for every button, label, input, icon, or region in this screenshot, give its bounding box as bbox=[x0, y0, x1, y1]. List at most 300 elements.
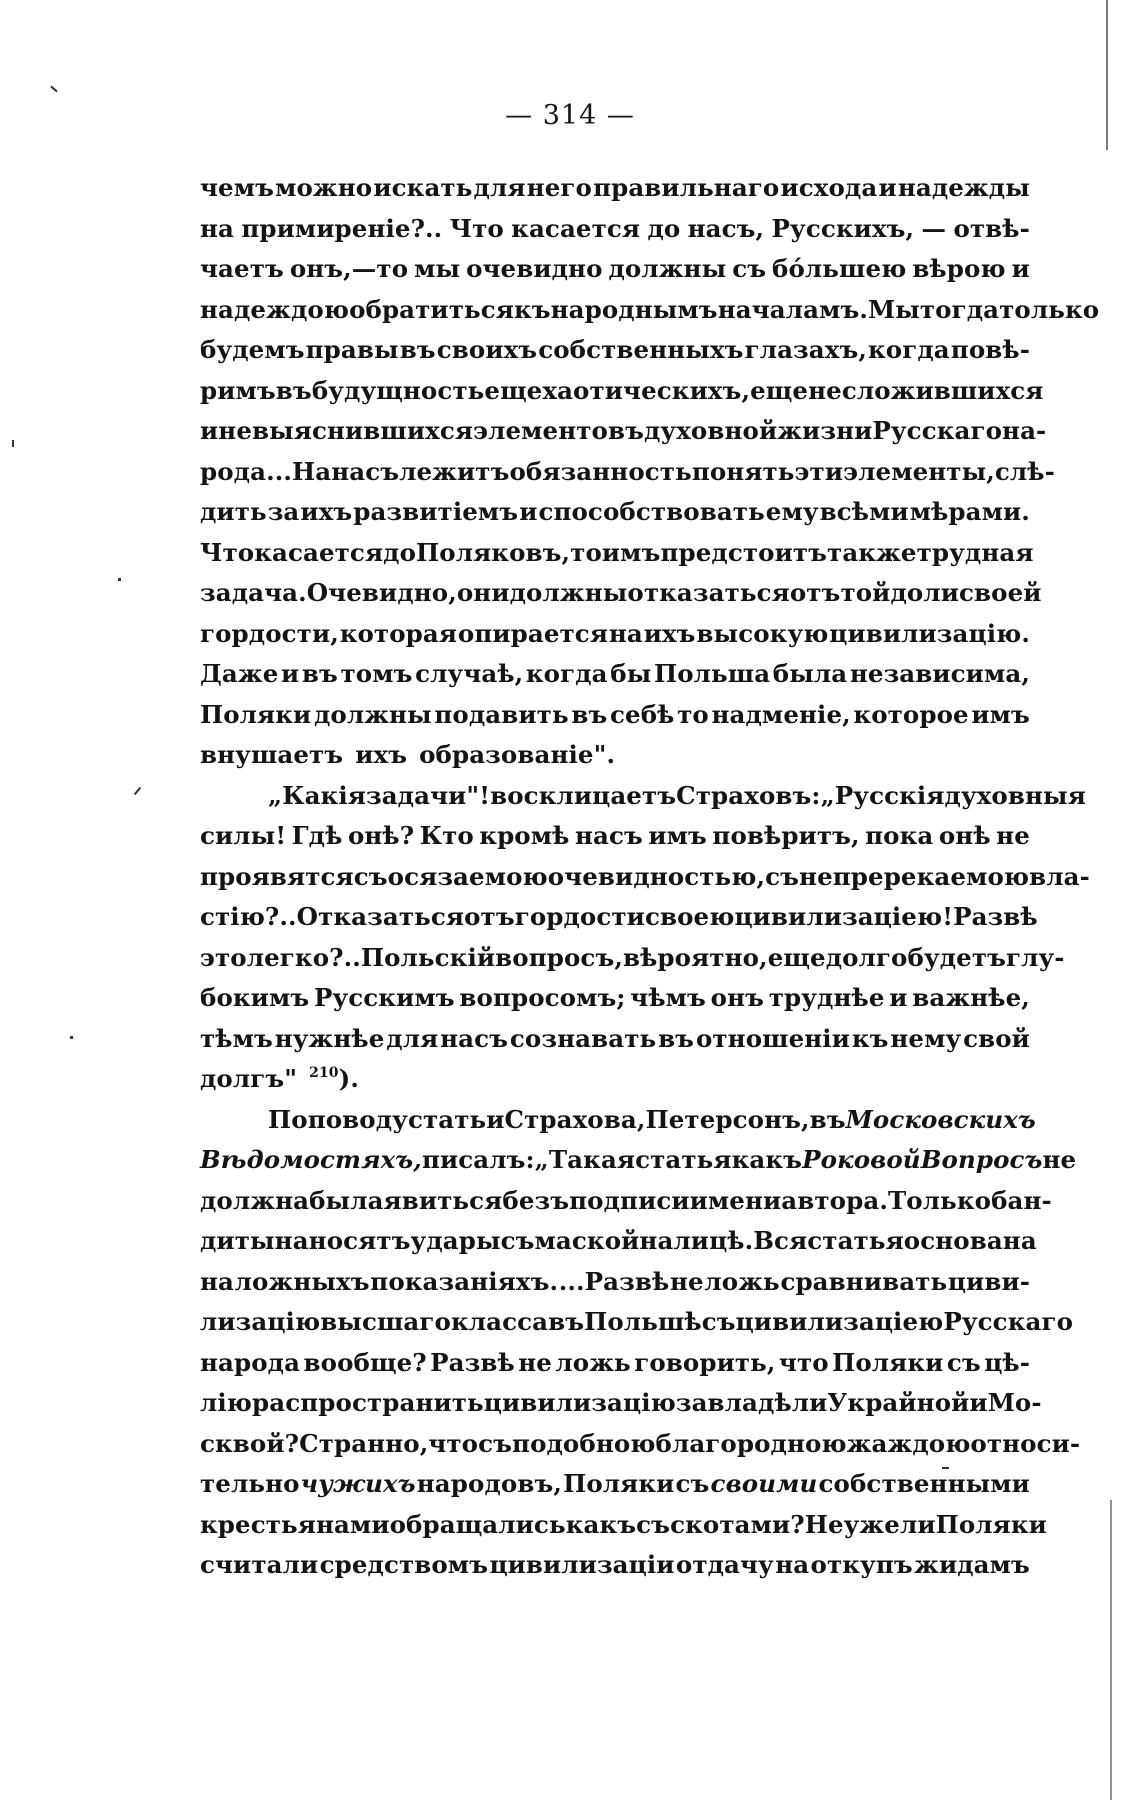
word: Только bbox=[887, 1185, 992, 1215]
word: класса bbox=[450, 1307, 549, 1336]
text-line bbox=[200, 209, 1030, 250]
footnote-ref bbox=[309, 1059, 359, 1100]
word: вѣрою bbox=[912, 254, 1006, 283]
word: народнымъ bbox=[550, 294, 718, 324]
text-line bbox=[200, 1343, 1030, 1384]
word: мы bbox=[414, 254, 461, 283]
word: съ bbox=[478, 1428, 513, 1458]
word: обращались bbox=[389, 1509, 566, 1539]
footnote-number: 210 bbox=[309, 1065, 339, 1081]
word: до bbox=[647, 213, 681, 243]
text-line bbox=[200, 168, 1030, 209]
word: Очевидно, bbox=[306, 578, 457, 607]
word: была bbox=[309, 1185, 384, 1215]
word: невыяснившихся bbox=[218, 416, 474, 445]
word: вѣроятно, bbox=[622, 942, 768, 972]
word: съ bbox=[353, 861, 388, 891]
word: статьи bbox=[407, 1104, 505, 1134]
word: примиреніе?.. bbox=[241, 213, 443, 243]
word: понять bbox=[691, 456, 795, 486]
word: Неужели bbox=[804, 1509, 936, 1539]
word: надменіе, bbox=[711, 699, 851, 729]
word: когда bbox=[525, 659, 608, 688]
word: только bbox=[999, 294, 1100, 324]
word: той bbox=[840, 578, 891, 607]
word: что bbox=[778, 1347, 829, 1377]
word: Развѣ bbox=[430, 1347, 515, 1377]
word: всѣми bbox=[819, 497, 909, 526]
text-line bbox=[200, 573, 1042, 614]
word: отказаться bbox=[627, 578, 790, 607]
word: своей bbox=[958, 578, 1042, 607]
word: высшаго bbox=[320, 1307, 451, 1336]
word: своею bbox=[644, 902, 735, 931]
text-line bbox=[200, 290, 1100, 331]
word: къ bbox=[513, 294, 551, 324]
word: Поляки bbox=[563, 1469, 675, 1498]
text-line bbox=[200, 938, 1065, 979]
word: явиться bbox=[383, 1185, 503, 1215]
word: на bbox=[200, 213, 235, 243]
word: обязанность bbox=[509, 456, 692, 486]
word: онѣ bbox=[938, 821, 991, 850]
word: Польша bbox=[653, 659, 771, 688]
word: Петерсонъ, bbox=[645, 1104, 810, 1134]
word: къ bbox=[851, 1023, 889, 1053]
word: цивилизацію. bbox=[829, 618, 1030, 648]
word: отъ bbox=[789, 578, 841, 607]
word: Украйной bbox=[827, 1388, 970, 1417]
word: на bbox=[200, 1266, 235, 1296]
word: собственными bbox=[818, 1469, 1030, 1498]
word: отвѣ- bbox=[953, 213, 1030, 243]
word: автора. bbox=[781, 1185, 888, 1215]
word: глу- bbox=[1006, 942, 1065, 972]
word: не bbox=[670, 1266, 704, 1296]
word: жизни bbox=[777, 416, 873, 445]
word: не bbox=[518, 1347, 552, 1377]
word: также bbox=[827, 537, 917, 567]
word: народа bbox=[200, 1347, 301, 1377]
word: въ bbox=[399, 335, 436, 364]
word: себѣ bbox=[610, 699, 675, 729]
word: въ bbox=[809, 1104, 846, 1134]
word: собственныхъ bbox=[538, 335, 744, 364]
word: На bbox=[291, 456, 332, 486]
word: надеждою bbox=[200, 294, 350, 324]
word: которое bbox=[853, 699, 969, 729]
word: съ bbox=[701, 1307, 736, 1336]
word: очевидностью, bbox=[547, 861, 766, 891]
word: должна bbox=[200, 1185, 310, 1215]
word: бокимъ bbox=[200, 983, 310, 1012]
word: была bbox=[772, 659, 848, 688]
word: Что bbox=[449, 213, 504, 243]
word: показаніяхъ. bbox=[370, 1266, 559, 1296]
word: то bbox=[677, 699, 709, 729]
word: независима, bbox=[849, 659, 1030, 688]
word: Гдѣ bbox=[291, 821, 343, 850]
word: насъ, bbox=[687, 213, 765, 243]
text-line bbox=[200, 492, 1030, 533]
word: свой bbox=[963, 1023, 1030, 1053]
word: съ bbox=[765, 861, 800, 891]
word: вообще? bbox=[303, 1347, 427, 1377]
word: духовной bbox=[643, 416, 778, 445]
word: поводу bbox=[307, 1104, 408, 1134]
word: Вся bbox=[753, 1226, 808, 1255]
word: тѣмъ bbox=[200, 1023, 273, 1053]
word: какъ bbox=[731, 1145, 803, 1174]
scan-edge-line bbox=[1106, 0, 1108, 150]
word: По bbox=[268, 1104, 308, 1134]
text-line bbox=[200, 1424, 1081, 1465]
text-line bbox=[200, 533, 1034, 574]
word: Поляки bbox=[935, 1509, 1047, 1539]
word: Отказаться bbox=[296, 902, 465, 931]
word: образованіе". bbox=[419, 740, 616, 769]
word: — bbox=[921, 213, 947, 243]
word: подобною bbox=[512, 1428, 656, 1458]
word: говорить, bbox=[634, 1347, 776, 1377]
word: касается bbox=[254, 537, 384, 567]
word: жаждою bbox=[846, 1428, 971, 1458]
word: считали bbox=[200, 1550, 319, 1579]
word: кромѣ bbox=[479, 821, 570, 850]
word: чемъ bbox=[200, 173, 274, 202]
word: на bbox=[608, 618, 643, 648]
word: хаотическихъ, bbox=[542, 375, 751, 405]
word: бы bbox=[610, 659, 652, 688]
word: Мы bbox=[867, 294, 920, 324]
word: отъ bbox=[464, 902, 515, 931]
word: Кто bbox=[419, 821, 474, 850]
text-line bbox=[200, 897, 1038, 938]
word: какъ bbox=[565, 1509, 637, 1539]
word: подписи bbox=[569, 1185, 690, 1215]
scan-speck bbox=[12, 440, 14, 447]
word: ложь bbox=[704, 1266, 780, 1296]
word: стію?.. bbox=[200, 902, 297, 931]
word: съ bbox=[946, 1347, 981, 1377]
word: задачи"! bbox=[365, 780, 491, 810]
word: духовныя bbox=[944, 780, 1086, 810]
word: въ bbox=[301, 659, 338, 688]
word: Русскаго bbox=[943, 1307, 1074, 1336]
text-line bbox=[200, 1262, 1030, 1303]
word: онѣ? bbox=[347, 821, 415, 850]
word: писалъ: bbox=[421, 1145, 535, 1174]
word: цивилизаціею bbox=[735, 1307, 944, 1336]
word: искать bbox=[373, 173, 473, 202]
word: въ bbox=[548, 1307, 585, 1336]
word: сравнивать bbox=[780, 1266, 948, 1296]
word: основана bbox=[903, 1226, 1037, 1255]
word: „Такая bbox=[534, 1145, 636, 1174]
word: которая bbox=[339, 618, 458, 648]
word: рода... bbox=[200, 456, 292, 486]
word: на- bbox=[1002, 416, 1047, 445]
word: когда bbox=[868, 335, 950, 364]
text-line bbox=[200, 1100, 1036, 1141]
word: и bbox=[878, 173, 897, 202]
text-line bbox=[200, 614, 1030, 655]
word: очевидно bbox=[466, 254, 603, 283]
word: своихъ bbox=[436, 335, 538, 364]
text-line bbox=[200, 1181, 1052, 1222]
word: непререкаемою bbox=[799, 861, 1030, 891]
word: Страховъ: bbox=[676, 780, 821, 810]
text-line bbox=[200, 857, 1090, 898]
word: онъ,—то bbox=[289, 254, 409, 283]
word: можно bbox=[275, 173, 373, 202]
word: Мо- bbox=[987, 1388, 1042, 1417]
text-line bbox=[200, 1302, 1074, 1343]
word: глазахъ, bbox=[744, 335, 867, 364]
word: до bbox=[383, 537, 417, 567]
word: благородною bbox=[655, 1428, 847, 1458]
word: вла- bbox=[1029, 861, 1090, 891]
word: статья bbox=[807, 1226, 904, 1255]
word: легко?.. bbox=[246, 942, 361, 972]
word: Польшѣ bbox=[584, 1307, 702, 1336]
word: него bbox=[526, 173, 592, 202]
word: силы! bbox=[200, 821, 287, 850]
word: лизацію bbox=[200, 1307, 321, 1336]
word: въ bbox=[571, 699, 608, 729]
word: лежитъ bbox=[399, 456, 510, 486]
word: Поляки bbox=[200, 699, 312, 729]
word: ихъ bbox=[643, 618, 696, 648]
word: то bbox=[570, 537, 602, 567]
word: Польскій bbox=[360, 942, 496, 972]
word: случаѣ, bbox=[415, 659, 524, 688]
word: средствомъ bbox=[319, 1550, 489, 1579]
text-line bbox=[200, 452, 1055, 493]
word: высокую bbox=[696, 618, 829, 648]
word: обратиться bbox=[349, 294, 514, 324]
word: имъ bbox=[971, 699, 1030, 729]
word: подавить bbox=[434, 699, 569, 729]
page-number: — 314 — bbox=[505, 100, 635, 131]
word: наносятъ bbox=[274, 1226, 411, 1255]
word: способствовать bbox=[538, 497, 765, 526]
word: и bbox=[281, 659, 300, 688]
body-text bbox=[200, 168, 1100, 1586]
scan-speck bbox=[70, 1036, 73, 1039]
word: Развѣ bbox=[953, 902, 1038, 931]
word: имъ bbox=[601, 537, 661, 567]
text-line bbox=[200, 695, 1030, 736]
word: повѣритъ, bbox=[712, 821, 860, 850]
word: гордости, bbox=[200, 618, 339, 648]
word: завладѣли bbox=[675, 1388, 828, 1417]
word: на bbox=[775, 1550, 810, 1579]
word: Страхова, bbox=[504, 1104, 646, 1134]
word: должны bbox=[608, 254, 727, 283]
word: циви- bbox=[947, 1266, 1030, 1296]
word: насъ bbox=[574, 821, 643, 850]
word: повѣ- bbox=[950, 335, 1030, 364]
footnote-tail: ). bbox=[338, 1064, 359, 1093]
word: ложныхъ bbox=[234, 1266, 370, 1296]
word: съ bbox=[636, 1509, 671, 1539]
text-line bbox=[200, 1221, 1037, 1262]
word: элементовъ bbox=[473, 416, 644, 445]
word: Даже bbox=[200, 659, 279, 688]
word: имени bbox=[689, 1185, 782, 1215]
word: съ bbox=[500, 1226, 535, 1255]
word: скотами? bbox=[670, 1509, 805, 1539]
word: задача. bbox=[200, 578, 307, 607]
word: началамъ. bbox=[717, 294, 868, 324]
word: для bbox=[473, 173, 526, 202]
word: долгъ" bbox=[200, 1064, 298, 1093]
word: правы bbox=[305, 335, 399, 364]
text-line bbox=[200, 654, 1030, 695]
text-line bbox=[200, 1464, 1030, 1505]
word: они bbox=[456, 578, 510, 607]
word: восклицаетъ bbox=[490, 780, 677, 810]
word: должны bbox=[313, 699, 432, 729]
word: для bbox=[386, 1023, 439, 1053]
word: нему bbox=[890, 1023, 962, 1053]
word: мѣрами. bbox=[909, 497, 1030, 526]
word: относи- bbox=[970, 1428, 1081, 1458]
word: статья bbox=[635, 1145, 732, 1174]
word: опирается bbox=[457, 618, 609, 648]
word: „Русскія bbox=[820, 780, 945, 810]
word: еще bbox=[484, 375, 543, 405]
word: Поляки bbox=[832, 1347, 944, 1377]
word: сквой? bbox=[200, 1428, 300, 1458]
word: онъ bbox=[710, 983, 765, 1012]
word: предстоитъ bbox=[660, 537, 828, 567]
word: еще bbox=[767, 942, 826, 972]
word: своими bbox=[710, 1469, 818, 1498]
word: цивилизаціи bbox=[489, 1550, 675, 1579]
word: откупъ bbox=[810, 1550, 913, 1579]
word: чужихъ bbox=[300, 1469, 416, 1498]
text-line bbox=[200, 776, 1086, 817]
word: Роковой bbox=[802, 1145, 921, 1174]
word: и bbox=[200, 416, 219, 445]
word: эти bbox=[794, 456, 844, 486]
word: ихъ bbox=[355, 740, 408, 769]
text-line bbox=[200, 411, 1047, 452]
scan-edge-line bbox=[1110, 1500, 1112, 1800]
word: цивилизацію bbox=[483, 1388, 676, 1417]
text-line bbox=[200, 371, 1044, 412]
text-line bbox=[200, 330, 1030, 371]
word: что bbox=[428, 1428, 479, 1458]
word: „Какія bbox=[268, 780, 366, 810]
word: отдачу bbox=[675, 1550, 774, 1579]
word: тогда bbox=[919, 294, 1000, 324]
word: Вѣдомостяхъ, bbox=[200, 1145, 422, 1174]
scan-speck bbox=[942, 1467, 949, 1469]
word: Русскаго bbox=[872, 416, 1003, 445]
word: будемъ bbox=[200, 335, 305, 364]
word: трудная bbox=[916, 537, 1034, 567]
word: за bbox=[267, 497, 300, 526]
word: элементы, bbox=[843, 456, 995, 486]
word: отношеніи bbox=[695, 1023, 850, 1053]
word: диты bbox=[200, 1226, 275, 1255]
word: въ bbox=[275, 375, 312, 405]
text-line bbox=[200, 1383, 1042, 1424]
word: Поляковъ, bbox=[416, 537, 571, 567]
word: маской bbox=[534, 1226, 640, 1255]
word: будущность bbox=[311, 375, 485, 405]
text-line bbox=[200, 249, 1030, 290]
word: съ bbox=[732, 254, 767, 283]
word: дить bbox=[200, 497, 267, 526]
word: удары bbox=[410, 1226, 501, 1255]
word: бóльшею bbox=[772, 254, 907, 283]
text-line bbox=[200, 1545, 1030, 1586]
text-line bbox=[200, 1059, 1030, 1100]
word: насъ bbox=[440, 1023, 509, 1053]
text-line bbox=[200, 816, 1030, 857]
word: слѣ- bbox=[994, 456, 1055, 486]
word: римъ bbox=[200, 375, 276, 405]
word: ему bbox=[765, 497, 819, 526]
word: это bbox=[200, 942, 247, 972]
word: ихъ bbox=[300, 497, 353, 526]
word: на bbox=[639, 1226, 674, 1255]
word: сознавать bbox=[509, 1023, 657, 1053]
scan-speck bbox=[134, 787, 141, 795]
word: томъ bbox=[340, 659, 413, 688]
word: Русскихъ, bbox=[771, 213, 915, 243]
word: труднѣе bbox=[768, 983, 885, 1012]
word: Русскимъ bbox=[313, 983, 455, 1012]
word: чѣмъ bbox=[630, 983, 706, 1012]
word: не bbox=[1042, 1145, 1077, 1174]
word: народовъ, bbox=[416, 1469, 562, 1498]
word: осязаемою bbox=[387, 861, 548, 891]
word: бан- bbox=[991, 1185, 1052, 1215]
scan-speck bbox=[50, 86, 57, 93]
word: и bbox=[1011, 254, 1030, 283]
word: касается bbox=[511, 213, 641, 243]
word: и bbox=[519, 497, 538, 526]
word: лію bbox=[200, 1388, 253, 1417]
word: правильнаго bbox=[593, 173, 780, 202]
text-line bbox=[200, 1140, 1077, 1181]
word: исхода bbox=[780, 173, 878, 202]
word: ...Развѣ bbox=[558, 1266, 670, 1296]
text-line bbox=[200, 1019, 1030, 1060]
word: нужнѣе bbox=[274, 1023, 385, 1053]
word: Странно, bbox=[299, 1428, 429, 1458]
word: внушаетъ bbox=[200, 740, 344, 769]
word: проявятся bbox=[200, 861, 354, 891]
word: надежды bbox=[897, 173, 1030, 202]
word: насъ bbox=[331, 456, 400, 486]
scan-speck bbox=[118, 578, 121, 581]
word: распространить bbox=[252, 1388, 484, 1417]
word: важнѣе, bbox=[912, 983, 1030, 1012]
word: несложившихся bbox=[808, 375, 1044, 405]
word: должны bbox=[509, 578, 628, 607]
text-line bbox=[200, 735, 1030, 776]
word: лицѣ. bbox=[673, 1226, 754, 1255]
word: будетъ bbox=[907, 942, 1007, 972]
word: долго bbox=[825, 942, 908, 972]
word: не bbox=[996, 821, 1030, 850]
